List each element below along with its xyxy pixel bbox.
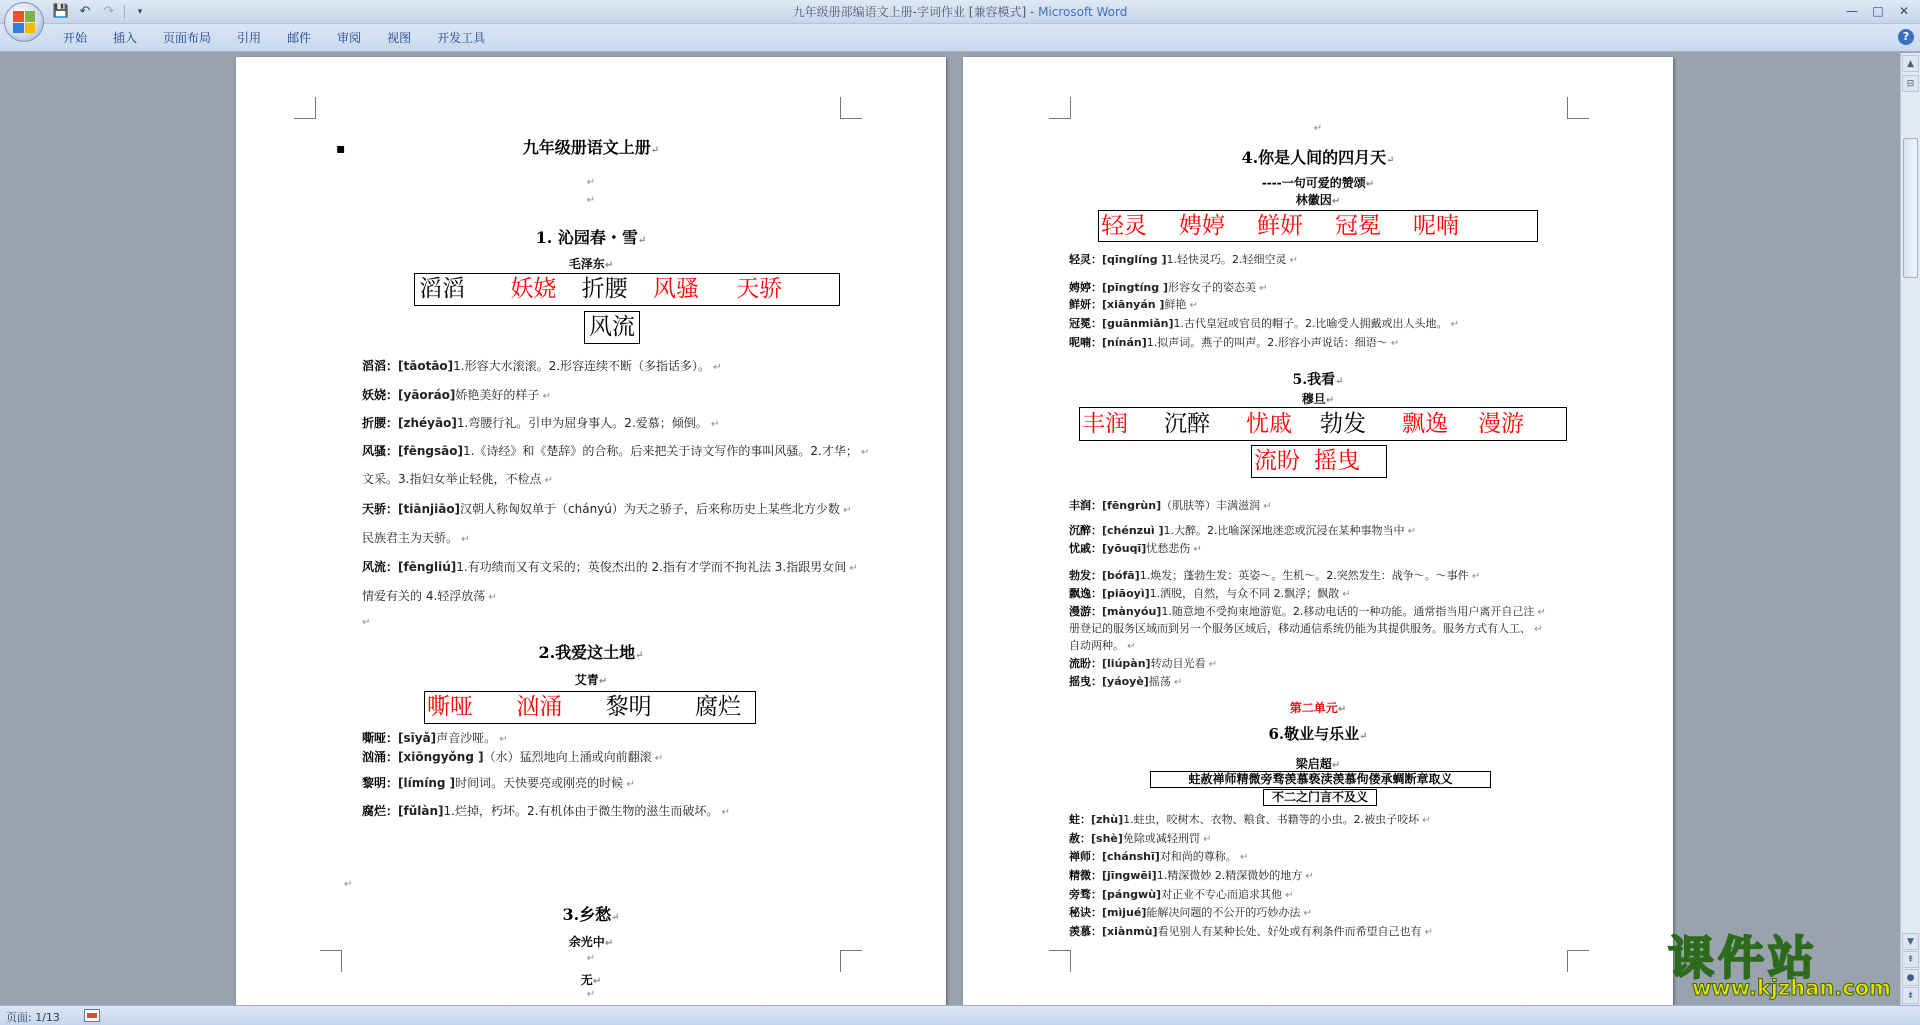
definition-text: （水）猛烈地向上涌或向前翻滚 bbox=[483, 750, 652, 764]
vocab-word: 轻灵 bbox=[1101, 213, 1147, 239]
definition-line: 忧戚：[yōuqī]忧愁悲伤 ↵ bbox=[1069, 542, 1202, 555]
proofing-icon[interactable] bbox=[84, 1009, 100, 1022]
ribbon-tabs bbox=[50, 28, 498, 48]
definition-text: 1.《诗经》和《楚辞》的合称。后来把关于诗文写作的事叫风骚。2.才华； bbox=[462, 444, 858, 458]
definition-line: 嘶哑：[sīyǎ]声音沙哑。 ↵ bbox=[362, 731, 508, 745]
definition-term: 漫游： bbox=[1069, 605, 1102, 618]
author-text: 穆旦 bbox=[1301, 392, 1326, 406]
watermark-url: www.kjzhan.com bbox=[1692, 976, 1892, 1000]
vocab-word: 流盼 bbox=[1254, 448, 1300, 474]
definition-text: 1.洒脱，自然，与众不同 2.飘浮；飘散 bbox=[1149, 587, 1340, 600]
definition-term: 黎明： bbox=[362, 776, 399, 790]
definition-pinyin: [fēngsāo] bbox=[398, 444, 463, 458]
author-6: 梁启超↵ bbox=[1295, 757, 1341, 771]
definition-line: 秘诀：[mìjué]能解决问题的不公开的巧妙办法 ↵ bbox=[1069, 906, 1312, 919]
customize-toolbar-icon[interactable]: ▾ bbox=[137, 7, 143, 17]
crop-mark bbox=[840, 97, 862, 119]
definition-line: 禅师：[chánshī]对和尚的尊称。 ↵ bbox=[1069, 850, 1249, 863]
vocab-words-6b: 不二之门言不及义 bbox=[1271, 790, 1368, 804]
section-title-text: 2.我爱这土地 bbox=[538, 643, 636, 662]
section-title-text: 1. 沁园春・雪 bbox=[535, 228, 638, 247]
prev-page-icon[interactable]: ⇞ bbox=[1902, 951, 1919, 968]
definition-term: 娉婷： bbox=[1069, 281, 1102, 294]
author-2: 艾青↵ bbox=[574, 673, 608, 687]
definition-line: 折腰：[zhéyāo]1.弯腰行礼。引申为屈身事人。2.爱慕；倾倒。 ↵ bbox=[362, 416, 720, 430]
section-title-1: 1. 沁园春・雪↵ bbox=[535, 228, 647, 247]
crop-mark bbox=[1567, 950, 1589, 972]
vocab-word: 汹涌 bbox=[516, 694, 563, 720]
definition-text: 声音沙哑。 bbox=[436, 731, 497, 745]
paragraph-mark: ↵ bbox=[362, 617, 371, 628]
bullet-mark: ▪ bbox=[336, 141, 346, 157]
definition-line: 流盼：[liúpàn]转动目光看 ↵ bbox=[1069, 657, 1218, 670]
minimize-icon[interactable]: — bbox=[1846, 4, 1858, 18]
definition-term: 勃发： bbox=[1069, 569, 1102, 582]
definition-pinyin: [xiānyán ] bbox=[1102, 298, 1165, 311]
document-page-1 bbox=[236, 57, 946, 1007]
definition-text: 对正业不专心而追求其他 bbox=[1161, 888, 1283, 901]
definition-line: 沉醉：[chénzuì ]1.大醉。2.比喻深深地迷恋或沉浸在某种事物当中 ↵ bbox=[1069, 524, 1417, 537]
help-icon[interactable]: ? bbox=[1898, 29, 1914, 45]
definition-pinyin: [mànyóu] bbox=[1102, 605, 1162, 618]
vocab-word: 漫游 bbox=[1478, 411, 1524, 437]
definition-term: 妖娆： bbox=[362, 388, 399, 402]
title-bar bbox=[0, 0, 1920, 24]
definition-pinyin: [tiānjiāo] bbox=[398, 502, 461, 516]
definition-text: 文采。3.指妇女举止轻佻，不检点 bbox=[362, 472, 542, 486]
definition-text: 自动两种。 bbox=[1069, 639, 1124, 652]
definition-text: 对和尚的尊称。 bbox=[1159, 850, 1237, 863]
definition-term: 秘诀： bbox=[1069, 906, 1102, 919]
note-none: 无↵ bbox=[580, 973, 602, 987]
browse-object-icon[interactable]: ● bbox=[1902, 969, 1919, 986]
definition-text: 摇荡 bbox=[1148, 675, 1171, 688]
vocab-box-5b bbox=[1251, 445, 1387, 478]
save-icon[interactable]: 💾 bbox=[52, 4, 70, 19]
vocab-word: 鲜妍 bbox=[1257, 213, 1303, 239]
tab-review[interactable]: 审阅 bbox=[337, 31, 362, 45]
redo-icon[interactable]: ↷ bbox=[103, 4, 115, 19]
vocab-words-6: 蛀赦禅师精微旁骛羡慕亵渎羡慕佝偻承蜩断章取义 bbox=[1188, 772, 1453, 786]
scroll-down-icon[interactable]: ▼ bbox=[1902, 933, 1919, 950]
section-title-3: 3.乡愁↵ bbox=[562, 905, 620, 924]
vocab-word: 摇曳 bbox=[1314, 448, 1360, 474]
doc-title-text: 九年级册语文上册 bbox=[522, 138, 651, 157]
definition-text: 1.弯腰行礼。引申为屈身事人。2.爱慕；倾倒。 bbox=[456, 416, 708, 430]
author-text: 艾青 bbox=[574, 673, 599, 687]
author-4: 林徽因↵ bbox=[1295, 193, 1341, 207]
definition-text: 娇艳美好的样子 bbox=[455, 388, 540, 402]
tab-insert[interactable]: 插入 bbox=[113, 31, 138, 45]
definition-text: 1.焕发；蓬勃生发：英姿～。生机～。2.突然发生：战争～。～事件 bbox=[1139, 569, 1469, 582]
tab-references[interactable]: 引用 bbox=[237, 31, 262, 45]
definition-text: 1.拟声词。燕子的叫声。2.形容小声说话：细语～ bbox=[1146, 336, 1388, 349]
definition-pinyin: [tāotāo] bbox=[398, 359, 454, 373]
author-text: 林徽因 bbox=[1295, 193, 1332, 207]
subtitle-text: ----一句可爱的赞颂 bbox=[1261, 176, 1366, 190]
definition-pinyin: [fēngrùn] bbox=[1102, 499, 1162, 512]
paragraph-mark: ↵ bbox=[586, 177, 596, 188]
definition-line: 黎明：[límíng ]时间词。天快要亮或刚亮的时候 ↵ bbox=[362, 776, 635, 790]
definition-term: 轻灵： bbox=[1069, 253, 1102, 266]
definition-pinyin: [piāoyì] bbox=[1102, 587, 1150, 600]
definition-text: 看见别人有某种长处、好处或有利条件而希望自己也有 bbox=[1157, 925, 1422, 938]
tab-view[interactable]: 视图 bbox=[387, 31, 412, 45]
definition-text: 1.有功绩而又有文采的；英俊杰出的 2.指有才学而不拘礼法 3.指跟男女间 bbox=[456, 560, 847, 574]
definition-term: 羡慕： bbox=[1069, 925, 1102, 938]
definition-line: 呢喃：[nínán]1.拟声词。燕子的叫声。2.形容小声说话：细语～ ↵ bbox=[1069, 336, 1400, 349]
vocab-word: 娉婷 bbox=[1179, 213, 1225, 239]
maximize-icon[interactable]: □ bbox=[1872, 4, 1884, 18]
vertical-scrollbar[interactable] bbox=[1900, 53, 1920, 1005]
definition-text: 汉朝人称匈奴单于（chányú）为天之骄子，后来称历史上某些北方少数 bbox=[460, 502, 840, 516]
definition-text: 忧愁悲伤 bbox=[1146, 542, 1191, 555]
paragraph-mark: ↵ bbox=[586, 989, 596, 1000]
definition-term: 折腰： bbox=[362, 416, 399, 430]
author-text: 余光中 bbox=[568, 935, 605, 949]
definition-term: 鲜妍： bbox=[1069, 298, 1102, 311]
definition-pinyin: [fǔlàn] bbox=[398, 804, 444, 818]
crop-mark bbox=[1049, 950, 1071, 972]
vocab-word: 冠冕 bbox=[1335, 213, 1381, 239]
definition-term: 冠冕： bbox=[1069, 317, 1102, 330]
section-title-text: 5.我看 bbox=[1292, 372, 1336, 388]
definition-line: 汹涌：[xiōngyǒng ]（水）猛烈地向上涌或向前翻滚 ↵ bbox=[362, 750, 664, 764]
definition-line: 风骚：[fēngsāo]1.《诗经》和《楚辞》的合称。后来把关于诗文写作的事叫风骚。2.才华； ↵ bbox=[362, 444, 870, 458]
definition-pinyin: [shè] bbox=[1091, 832, 1123, 845]
author-3: 余光中↵ bbox=[568, 935, 614, 949]
definition-term: 风流： bbox=[362, 560, 399, 574]
unit-heading-text: 第二单元 bbox=[1289, 701, 1338, 715]
definition-line: 滔滔：[tāotāo]1.形容大水滚滚。2.形容连续不断（多指话多）。 ↵ bbox=[362, 359, 722, 373]
definition-pinyin: [zhéyāo] bbox=[398, 416, 457, 430]
section-title-text: 4.你是人间的四月天 bbox=[1241, 148, 1387, 167]
definition-term: 嘶哑： bbox=[362, 731, 399, 745]
definition-pinyin: [xiōngyǒng ] bbox=[398, 750, 484, 764]
vocab-word: 沉醉 bbox=[1164, 411, 1210, 437]
tab-developer[interactable]: 开发工具 bbox=[437, 31, 486, 45]
vocab-box-4 bbox=[1098, 210, 1538, 242]
definition-line: 鲜妍：[xiānyán ]鲜艳 ↵ bbox=[1069, 298, 1198, 311]
definition-term: 沉醉： bbox=[1069, 524, 1102, 537]
vocab-word: 勃发 bbox=[1320, 411, 1366, 437]
definition-line: 情爱有关的 4.轻浮放荡 ↵ bbox=[362, 589, 497, 603]
crop-mark bbox=[294, 97, 316, 119]
definition-text: （肌肤等）丰满滋润 bbox=[1161, 499, 1261, 512]
definition-pinyin: [jīngwēi] bbox=[1102, 869, 1157, 882]
paragraph-mark: ↵ bbox=[586, 953, 596, 964]
vocab-word: 飘逸 bbox=[1402, 411, 1448, 437]
definition-line: 民族君主为天骄。 ↵ bbox=[362, 531, 470, 545]
tab-page-layout[interactable]: 页面布局 bbox=[163, 31, 212, 45]
definition-line: 娉婷：[pīngtíng ]形容女子的姿态美 ↵ bbox=[1069, 281, 1268, 294]
scroll-thumb[interactable] bbox=[1903, 138, 1918, 278]
vocab-box-2 bbox=[424, 691, 756, 724]
doc-title: 九年级册语文上册↵ bbox=[522, 138, 660, 157]
subtitle-4: ----一句可爱的赞颂↵ bbox=[1261, 176, 1375, 190]
author-text: 毛泽东 bbox=[568, 257, 605, 271]
definition-line: 丰润：[fēngrùn]（肌肤等）丰满滋润 ↵ bbox=[1069, 499, 1272, 512]
definition-pinyin: [guānmiǎn] bbox=[1102, 317, 1174, 330]
definition-pinyin: [bófā] bbox=[1102, 569, 1140, 582]
definition-term: 蛀： bbox=[1069, 813, 1091, 826]
vocab-box-5 bbox=[1079, 407, 1567, 441]
definition-term: 精微： bbox=[1069, 869, 1102, 882]
definition-text: 转动目光看 bbox=[1150, 657, 1206, 670]
definition-text: 册登记的服务区域而到另一个服务区域后，移动通信系统仍能为其提供服务。服务方式有人工、 bbox=[1069, 622, 1531, 635]
undo-icon[interactable]: ↶ bbox=[79, 4, 91, 19]
vocab-word: 滔滔 bbox=[419, 276, 465, 302]
window-title bbox=[0, 0, 1920, 24]
definition-text: 1.大醉。2.比喻深深地迷恋或沉浸在某种事物当中 bbox=[1163, 524, 1405, 537]
definition-term: 摇曳： bbox=[1069, 675, 1102, 688]
definition-text: 1.随意地不受拘束地游览。2.移动电话的一种功能。通常指当用户离开自己注 bbox=[1161, 605, 1535, 618]
page-indicator[interactable]: 页面: 1/13 bbox=[6, 1011, 60, 1024]
paragraph-mark: ↵ bbox=[586, 195, 596, 206]
office-logo-icon bbox=[13, 11, 35, 33]
section-title-5: 5.我看↵ bbox=[1292, 372, 1344, 388]
paragraph-mark: ↵ bbox=[1313, 123, 1323, 134]
vocab-word: 呢喃 bbox=[1413, 213, 1459, 239]
definition-term: 天骄： bbox=[362, 502, 399, 516]
section-title-text: 3.乡愁 bbox=[562, 905, 612, 924]
vocab-word: 忧戚 bbox=[1246, 411, 1292, 437]
section-title-text: 6.敬业与乐业 bbox=[1268, 725, 1360, 743]
vocab-word: 嘶哑 bbox=[427, 694, 473, 720]
quick-access-toolbar bbox=[52, 3, 149, 21]
definition-text: 鲜艳 bbox=[1164, 298, 1187, 311]
crop-mark bbox=[1049, 97, 1071, 119]
author-1: 毛泽东↵ bbox=[568, 257, 614, 271]
definition-term: 汹涌： bbox=[362, 750, 399, 764]
author-text: 梁启超 bbox=[1295, 757, 1332, 771]
definition-line: 羡慕：[xiànmù]看见别人有某种长处、好处或有利条件而希望自己也有 ↵ bbox=[1069, 925, 1434, 938]
watermark-logo bbox=[1668, 922, 1908, 1002]
definition-text: 免除或减轻刑罚 bbox=[1122, 832, 1200, 845]
definition-line: 腐烂：[fǔlàn]1.烂掉，朽坏。2.有机体由于微生物的滋生而破坏。 ↵ bbox=[362, 804, 730, 818]
office-button[interactable] bbox=[4, 2, 44, 42]
definition-line: 妖娆：[yāoráo]娇艳美好的样子 ↵ bbox=[362, 388, 551, 402]
unit-heading: 第二单元↵ bbox=[1289, 701, 1347, 715]
definition-term: 流盼： bbox=[1069, 657, 1102, 670]
vocab-box-1 bbox=[414, 273, 840, 306]
section-title-2: 2.我爱这土地↵ bbox=[538, 643, 644, 662]
definition-line: 文采。3.指妇女举止轻佻，不检点 ↵ bbox=[362, 472, 554, 486]
vocab-box-6b bbox=[1263, 789, 1377, 806]
definition-term: 赦： bbox=[1069, 832, 1091, 845]
definition-term: 禅师： bbox=[1069, 850, 1102, 863]
definition-line: 天骄：[tiānjiāo]汉朝人称匈奴单于（chányú）为天之骄子，后来称历史上某些北方少数 ↵ bbox=[362, 502, 852, 516]
section-title-4: 4.你是人间的四月天↵ bbox=[1241, 148, 1395, 167]
definition-line: 风流：[fēngliú]1.有功绩而又有文采的；英俊杰出的 2.指有才学而不拘礼法 3.指跟男女间 ↵ bbox=[362, 560, 858, 574]
definition-pinyin: [límíng ] bbox=[398, 776, 456, 790]
definition-line: 轻灵：[qīnglíng ]1.轻快灵巧。2.轻细空灵 ↵ bbox=[1069, 253, 1299, 266]
definition-term: 旁骛： bbox=[1069, 888, 1102, 901]
definition-text: 1.蛀虫，咬树木、衣物、粮食、书籍等的小虫。2.被虫子咬坏 bbox=[1123, 813, 1420, 826]
paragraph-mark: ↵ bbox=[344, 879, 353, 890]
definition-pinyin: [yōuqī] bbox=[1102, 542, 1147, 555]
vocab-word: 风流 bbox=[589, 314, 635, 340]
definition-pinyin: [yāoráo] bbox=[398, 388, 456, 402]
definition-line: 飘逸：[piāoyì]1.洒脱，自然，与众不同 2.飘浮；飘散 ↵ bbox=[1069, 587, 1351, 600]
definition-pinyin: [yáoyè] bbox=[1102, 675, 1149, 688]
vocab-word: 折腰 bbox=[581, 276, 628, 302]
vocab-box-6 bbox=[1150, 771, 1491, 788]
definition-text: 1.烂掉，朽坏。2.有机体由于微生物的滋生而破坏。 bbox=[443, 804, 719, 818]
vocab-word: 妖娆 bbox=[510, 276, 557, 302]
definition-pinyin: [fēngliú] bbox=[398, 560, 457, 574]
definition-pinyin: [liúpàn] bbox=[1102, 657, 1151, 670]
definition-term: 呢喃： bbox=[1069, 336, 1102, 349]
definition-line: 精微：[jīngwēi]1.精深微妙 2.精深微妙的地方 ↵ bbox=[1069, 869, 1314, 882]
definition-text: 1.轻快灵巧。2.轻细空灵 bbox=[1166, 253, 1287, 266]
crop-mark bbox=[1567, 97, 1589, 119]
vocab-word: 丰润 bbox=[1082, 411, 1128, 437]
definition-pinyin: [chénzuì ] bbox=[1102, 524, 1164, 537]
definition-text: 1.形容大水滚滚。2.形容连续不断（多指话多）。 bbox=[453, 359, 711, 373]
document-page-2 bbox=[963, 57, 1673, 1007]
next-page-icon[interactable]: ⇟ bbox=[1902, 987, 1919, 1004]
toolbar-separator bbox=[124, 5, 125, 19]
definition-pinyin: [pángwù] bbox=[1102, 888, 1162, 901]
definition-line: 蛀：[zhù]1.蛀虫，咬树木、衣物、粮食、书籍等的小虫。2.被虫子咬坏 ↵ bbox=[1069, 813, 1431, 826]
section-title-6: 6.敬业与乐业↵ bbox=[1268, 725, 1368, 743]
definition-pinyin: [pīngtíng ] bbox=[1102, 281, 1168, 294]
definition-term: 滔滔： bbox=[362, 359, 399, 373]
definition-text: 1.古代皇冠或官员的帽子。2.比喻受人拥戴或出人头地。 bbox=[1173, 317, 1448, 330]
definition-term: 丰润： bbox=[1069, 499, 1102, 512]
scroll-up-icon[interactable]: ▲ bbox=[1902, 55, 1919, 72]
definition-pinyin: [qīnglíng ] bbox=[1102, 253, 1167, 266]
ribbon bbox=[0, 24, 1920, 52]
vocab-box-1b bbox=[584, 311, 640, 344]
document-title: 九年级册部编语文上册-字词作业 [兼容模式] - bbox=[792, 5, 1039, 19]
vocab-word: 天骄 bbox=[736, 276, 783, 302]
vocab-word: 风骚 bbox=[652, 276, 699, 302]
definition-line: 自动两种。 ↵ bbox=[1069, 639, 1136, 652]
definition-line: 赦：[shè]免除或减轻刑罚 ↵ bbox=[1069, 832, 1212, 845]
window-controls bbox=[1840, 2, 1916, 20]
definition-pinyin: [xiànmù] bbox=[1102, 925, 1158, 938]
definition-term: 飘逸： bbox=[1069, 587, 1102, 600]
definition-line: 漫游：[mànyóu]1.随意地不受拘束地游览。2.移动电话的一种功能。通常指当用户离开自己注 ↵ bbox=[1069, 605, 1546, 618]
definition-text: 情爱有关的 4.轻浮放荡 bbox=[362, 589, 486, 603]
definition-text: 能解决问题的不公开的巧妙办法 bbox=[1146, 906, 1301, 919]
definition-pinyin: [zhù] bbox=[1091, 813, 1124, 826]
definition-pinyin: [nínán] bbox=[1102, 336, 1147, 349]
definition-text: 1.精深微妙 2.精深微妙的地方 bbox=[1156, 869, 1303, 882]
definition-line: 旁骛：[pángwù]对正业不专心而追求其他 ↵ bbox=[1069, 888, 1294, 901]
definition-line: 冠冕：[guānmiǎn]1.古代皇冠或官员的帽子。2.比喻受人拥戴或出人头地。 ↵ bbox=[1069, 317, 1460, 330]
definition-text: 形容女子的姿态美 bbox=[1167, 281, 1256, 294]
definition-line: 勃发：[bófā]1.焕发；蓬勃生发：英姿～。生机～。2.突然发生：战争～。～事件 ↵ bbox=[1069, 569, 1481, 582]
tab-mailings[interactable]: 邮件 bbox=[287, 31, 312, 45]
status-bar bbox=[0, 1005, 1920, 1025]
watermark-text: 课件站 bbox=[1668, 931, 1818, 985]
vocab-word: 黎明 bbox=[605, 694, 652, 720]
definition-pinyin: [mìjué] bbox=[1102, 906, 1147, 919]
definition-text: 民族君主为天骄。 bbox=[362, 531, 459, 545]
definition-term: 风骚： bbox=[362, 444, 399, 458]
note-text: 无 bbox=[580, 973, 593, 987]
ruler-toggle-icon[interactable]: ⊟ bbox=[1902, 75, 1919, 92]
definition-text: 时间词。天快要亮或刚亮的时候 bbox=[455, 776, 624, 790]
definition-term: 忧戚： bbox=[1069, 542, 1102, 555]
definition-line: 册登记的服务区域而到另一个服务区域后，移动通信系统仍能为其提供服务。服务方式有人工、 ↵ bbox=[1069, 622, 1543, 635]
definition-line: 摇曳：[yáoyè]摇荡 ↵ bbox=[1069, 675, 1183, 688]
vocab-word: 腐烂 bbox=[694, 694, 741, 720]
definition-pinyin: [sīyǎ] bbox=[398, 731, 437, 745]
author-5: 穆旦↵ bbox=[1301, 392, 1335, 406]
close-icon[interactable]: ✕ bbox=[1898, 4, 1910, 18]
app-name: Microsoft Word bbox=[1038, 5, 1128, 19]
definition-term: 腐烂： bbox=[362, 804, 399, 818]
definition-pinyin: [chánshī] bbox=[1102, 850, 1160, 863]
tab-home[interactable]: 开始 bbox=[63, 31, 88, 45]
